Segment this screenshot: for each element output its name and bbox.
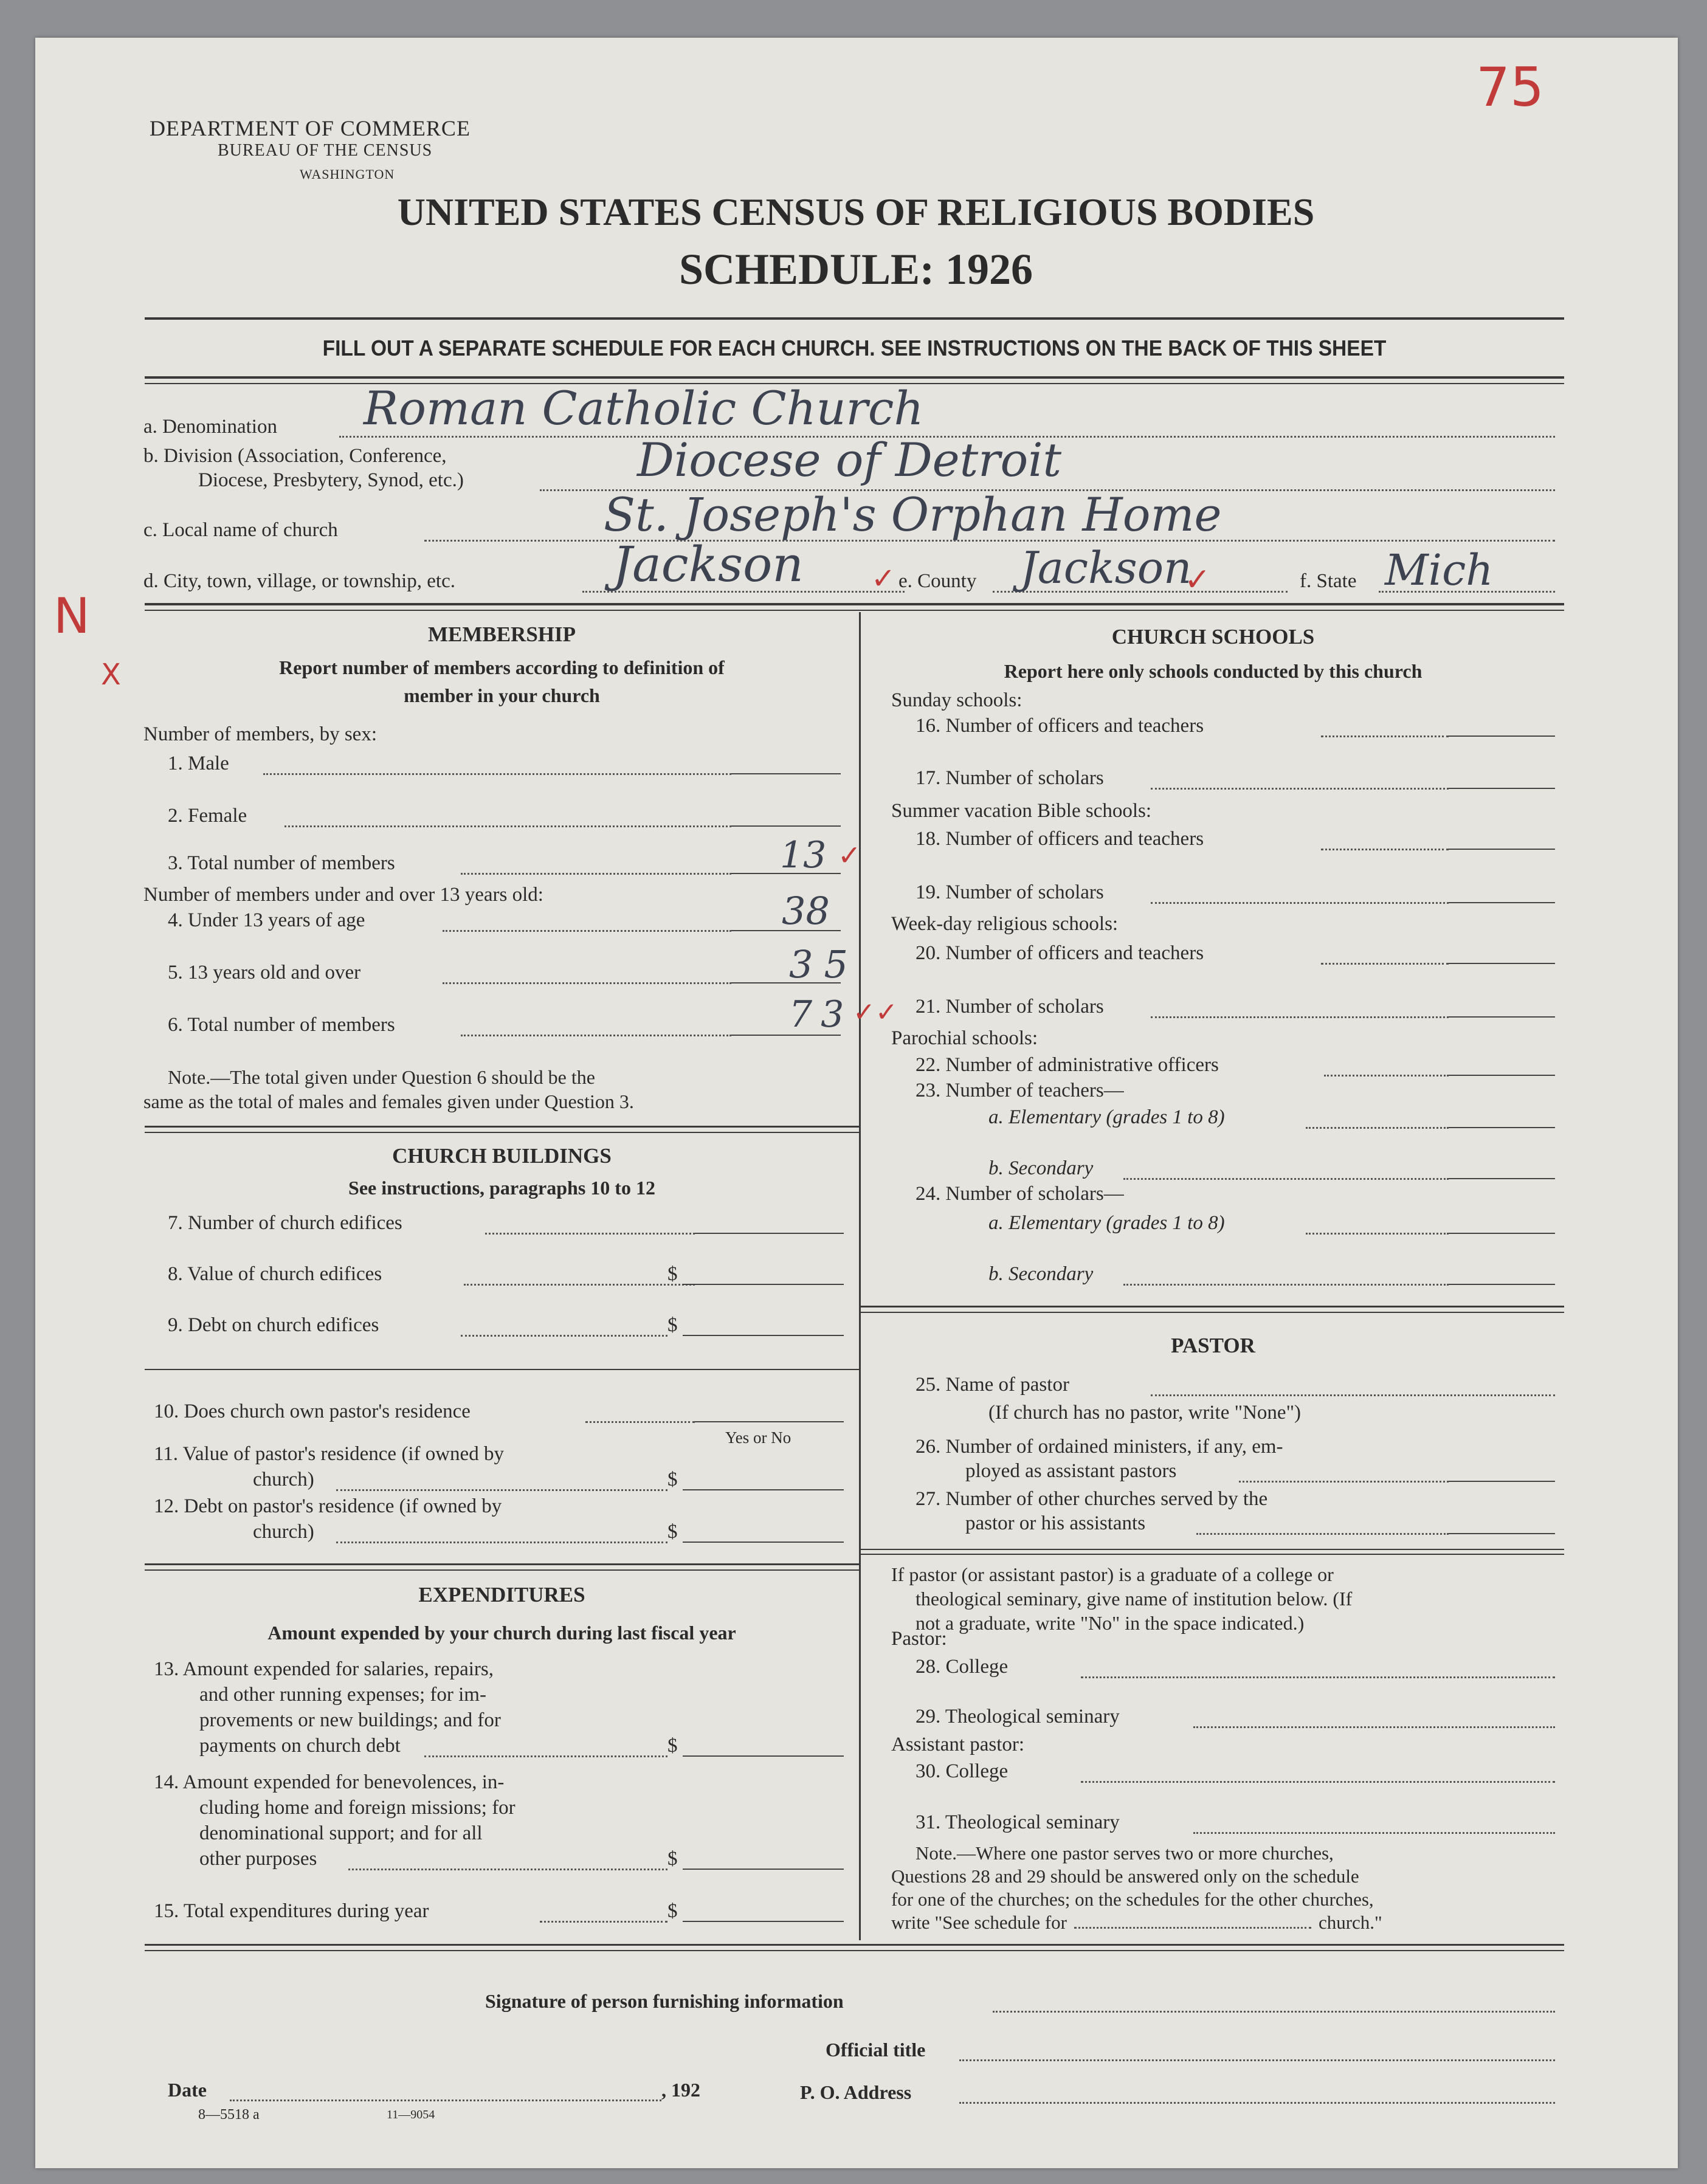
q18-label: 18. Number of officers and teachers xyxy=(916,828,1204,850)
q24-label: 24. Number of scholars— xyxy=(916,1183,1124,1205)
q6-total-label: 6. Total number of members xyxy=(168,1014,395,1036)
state-label: f. State xyxy=(1300,570,1357,592)
local-name-label: c. Local name of church xyxy=(143,519,338,541)
city-label: WASHINGTON xyxy=(300,167,395,182)
official-title-field[interactable] xyxy=(959,2059,1555,2061)
parochial-schools-label: Parochial schools: xyxy=(891,1027,1038,1049)
q6-total-value[interactable]: 73 xyxy=(789,993,853,1036)
census-schedule-sheet xyxy=(35,38,1678,2168)
divider xyxy=(861,1554,1564,1555)
q2-female-field[interactable] xyxy=(731,825,841,827)
year-label: , 192 xyxy=(661,2079,700,2101)
q14-label-continued: other purposes xyxy=(199,1848,317,1870)
q13-label-continued: and other running expenses; for im- xyxy=(199,1684,486,1706)
graduate-instruction-line: theological seminary, give name of institution below. (If xyxy=(916,1588,1353,1610)
membership-intro: Report number of members according to definition of xyxy=(279,656,725,678)
dot-leader xyxy=(461,873,731,875)
division-label: b. Division (Association, Conference, xyxy=(143,445,447,467)
q13-label-continued: provements or new buildings; and for xyxy=(199,1709,501,1731)
pastor-note-line: Note.—Where one pastor serves two or more churches, xyxy=(916,1842,1334,1864)
pastor-note xyxy=(891,1842,1560,1934)
date-field[interactable] xyxy=(230,2100,661,2101)
dot-leader xyxy=(585,1421,695,1423)
dot-leader xyxy=(1321,735,1449,737)
dollar-sign: $ xyxy=(667,1848,678,1870)
state-value[interactable]: Mich xyxy=(1385,545,1494,595)
q14-label-continued: cluding home and foreign missions; for xyxy=(199,1797,516,1819)
column-divider xyxy=(859,612,861,1940)
q5-13-and-over-value[interactable]: 35 xyxy=(789,942,859,987)
divider xyxy=(145,1950,1564,1951)
q12-residence-debt-field[interactable] xyxy=(683,1542,844,1543)
q31-field[interactable] xyxy=(1193,1832,1555,1834)
q21-label: 21. Number of scholars xyxy=(916,996,1104,1018)
divider xyxy=(145,376,1564,379)
expenditures-intro: Amount expended by your church during last fiscal year xyxy=(267,1622,736,1644)
dot-leader xyxy=(1123,1284,1449,1286)
q12-residence-debt-label-continued: church) xyxy=(253,1521,314,1543)
po-address-field[interactable] xyxy=(959,2102,1555,2104)
dot-leader xyxy=(464,1284,695,1286)
q28-label: 28. College xyxy=(916,1656,1009,1678)
check-mark: ✓ xyxy=(838,839,861,872)
check-mark: ✓ xyxy=(1184,562,1211,598)
membership-intro-continued: member in your church xyxy=(404,684,600,706)
dot-leader xyxy=(1196,1533,1449,1535)
graduate-instructions xyxy=(891,1562,1557,1635)
summer-schools-label: Summer vacation Bible schools: xyxy=(891,800,1152,822)
assistant-pastor-subhead: Assistant pastor: xyxy=(891,1734,1025,1755)
divider xyxy=(861,1549,1564,1550)
church-schools-heading: CHURCH SCHOOLS xyxy=(1111,625,1315,649)
dot-leader xyxy=(443,930,731,932)
q20-label: 20. Number of officers and teachers xyxy=(916,942,1204,964)
q24b-label: b. Secondary xyxy=(988,1263,1094,1285)
q22-label: 22. Number of administrative officers xyxy=(916,1054,1219,1076)
q25-label: 25. Name of pastor xyxy=(916,1374,1069,1396)
graduate-instruction-line: If pastor (or assistant pastor) is a graduate of a college or xyxy=(891,1563,1334,1585)
q20-field[interactable] xyxy=(1449,963,1555,964)
pastor-subhead: Pastor: xyxy=(891,1628,947,1650)
dot-leader xyxy=(1123,1178,1449,1180)
membership-note-line: Note.—The total given under Question 6 should be the xyxy=(168,1066,595,1088)
dot-leader xyxy=(443,982,731,984)
q30-label: 30. College xyxy=(916,1760,1009,1782)
date-label: Date xyxy=(168,2079,207,2101)
q23a-field[interactable] xyxy=(1449,1127,1555,1128)
q11-residence-value-field[interactable] xyxy=(683,1489,844,1490)
q14-benevolences-label: 14. Amount expended for benevolences, in- xyxy=(154,1771,505,1793)
q24a-label: a. Elementary (grades 1 to 8) xyxy=(988,1212,1225,1234)
signature-field[interactable] xyxy=(993,2011,1555,2013)
q11-residence-value-label: 11. Value of pastor's residence (if owned by xyxy=(154,1443,504,1465)
membership-note xyxy=(143,1065,852,1114)
margin-mark-n: N xyxy=(53,588,90,644)
q25-note: (If church has no pastor, write "None") xyxy=(988,1402,1302,1424)
q7-edifices-field[interactable] xyxy=(695,1233,844,1234)
q16-field[interactable] xyxy=(1449,735,1555,737)
church-schools-intro: Report here only schools conducted by this church xyxy=(1004,660,1422,682)
divider xyxy=(145,1563,859,1565)
divider xyxy=(145,1944,1564,1946)
dollar-sign: $ xyxy=(667,1263,678,1285)
dot-leader xyxy=(1239,1481,1449,1483)
q16-label: 16. Number of officers and teachers xyxy=(916,715,1204,737)
membership-heading: MEMBERSHIP xyxy=(427,622,576,646)
dollar-sign: $ xyxy=(667,1469,678,1490)
dot-leader xyxy=(336,1489,667,1491)
q24b-field[interactable] xyxy=(1449,1284,1555,1285)
county-label: e. County xyxy=(898,570,977,592)
dot-leader xyxy=(348,1869,667,1870)
dot-leader xyxy=(1306,1127,1449,1129)
q8-edifices-value-label: 8. Value of church edifices xyxy=(168,1263,382,1285)
q26-field[interactable] xyxy=(1449,1481,1555,1482)
dot-leader xyxy=(1324,1075,1449,1076)
q27-label: 27. Number of other churches served by the xyxy=(916,1488,1268,1510)
q24a-field[interactable] xyxy=(1449,1233,1555,1234)
form-title: UNITED STATES CENSUS OF RELIGIOUS BODIES xyxy=(397,190,1315,233)
divider xyxy=(145,1369,859,1370)
q19-field[interactable] xyxy=(1449,902,1555,903)
department-label: DEPARTMENT OF COMMERCE xyxy=(150,116,471,140)
county-value[interactable]: Jackson xyxy=(1020,542,1192,593)
q9-edifices-debt-label: 9. Debt on church edifices xyxy=(168,1314,379,1336)
q26-label: 26. Number of ordained ministers, if any, em- xyxy=(916,1436,1283,1458)
q23a-label: a. Elementary (grades 1 to 8) xyxy=(988,1106,1225,1128)
dollar-sign: $ xyxy=(667,1314,678,1336)
q13-running-expenses-field[interactable] xyxy=(683,1755,844,1757)
graduate-instruction-line: not a graduate, write "No" in the space indicated.) xyxy=(916,1612,1305,1634)
q10-residence-label: 10. Does church own pastor's residence xyxy=(154,1400,471,1422)
bureau-label: BUREAU OF THE CENSUS xyxy=(218,141,433,160)
divider xyxy=(145,1569,859,1571)
divider xyxy=(861,1306,1564,1307)
pastor-note-line xyxy=(891,1911,1560,1934)
q21-field[interactable] xyxy=(1449,1016,1555,1018)
q30-field[interactable] xyxy=(1081,1781,1555,1783)
yes-no-hint: Yes or No xyxy=(725,1428,791,1447)
q27-label-continued: pastor or his assistants xyxy=(965,1512,1146,1534)
divider xyxy=(861,1312,1564,1313)
church-buildings-heading: CHURCH BUILDINGS xyxy=(392,1144,612,1168)
divider xyxy=(145,1126,859,1128)
q29-label: 29. Theological seminary xyxy=(916,1706,1120,1728)
dollar-sign: $ xyxy=(667,1735,678,1757)
dot-leader xyxy=(424,1755,667,1757)
q26-label-continued: ployed as assistant pastors xyxy=(965,1460,1177,1482)
dot-leader xyxy=(461,1035,731,1036)
q14-label-continued: denominational support; and for all xyxy=(199,1822,483,1844)
pastor-note-text: write "See schedule for xyxy=(891,1912,1067,1933)
divider xyxy=(145,603,1564,605)
official-title-label: Official title xyxy=(826,2039,926,2061)
q8-edifices-value-field[interactable] xyxy=(683,1284,844,1285)
divider xyxy=(145,610,1564,611)
dot-leader xyxy=(336,1542,667,1543)
q19-label: 19. Number of scholars xyxy=(916,881,1104,903)
margin-mark-x: X xyxy=(101,658,121,692)
q10-residence-field[interactable] xyxy=(695,1421,844,1422)
pastor-note-text: church." xyxy=(1318,1912,1382,1933)
church-buildings-intro: See instructions, paragraphs 10 to 12 xyxy=(348,1177,655,1199)
q13-running-expenses-label: 13. Amount expended for salaries, repairs, xyxy=(154,1658,494,1680)
q5-13-and-over-label: 5. 13 years old and over xyxy=(168,962,361,983)
weekday-schools-label: Week-day religious schools: xyxy=(891,913,1119,935)
q17-label: 17. Number of scholars xyxy=(916,767,1104,789)
dot-leader xyxy=(1151,902,1449,904)
q31-label: 31. Theological seminary xyxy=(916,1811,1120,1833)
q22-field[interactable] xyxy=(1449,1075,1555,1076)
q23-label: 23. Number of teachers— xyxy=(916,1080,1124,1101)
dot-leader xyxy=(284,825,731,827)
q1-male-field[interactable] xyxy=(731,773,841,774)
denomination-value[interactable]: Roman Catholic Church xyxy=(364,381,924,435)
q4-under-13-value[interactable]: 38 xyxy=(782,889,830,933)
po-address-label: P. O. Address xyxy=(800,2081,912,2103)
q1-male-label: 1. Male xyxy=(168,753,229,774)
dot-leader xyxy=(1151,1016,1449,1018)
q28-field[interactable] xyxy=(1081,1676,1555,1678)
expenditures-heading: EXPENDITURES xyxy=(418,1583,585,1607)
dot-leader xyxy=(263,773,731,775)
divider xyxy=(145,317,1564,320)
print-number: 11—9054 xyxy=(387,2108,435,2121)
dot-leader xyxy=(1321,849,1449,850)
q23b-field[interactable] xyxy=(1449,1178,1555,1179)
q29-field[interactable] xyxy=(1193,1726,1555,1728)
see-schedule-field[interactable] xyxy=(1074,1927,1311,1929)
q25-field[interactable] xyxy=(1151,1394,1555,1396)
q15-total-expenditures-field[interactable] xyxy=(683,1921,844,1922)
pastor-heading: PASTOR xyxy=(1171,1334,1255,1357)
dot-leader xyxy=(1321,963,1449,965)
division-label-continued: Diocese, Presbytery, Synod, etc.) xyxy=(198,469,464,491)
pastor-note-line: Questions 28 and 29 should be answered only on the schedule xyxy=(891,1865,1359,1887)
q27-field[interactable] xyxy=(1449,1533,1555,1534)
local-name-value[interactable]: St. Joseph's Orphan Home xyxy=(604,487,1222,542)
instruction-banner: FILL OUT A SEPARATE SCHEDULE FOR EACH CHURCH. SEE INSTRUCTIONS ON THE BACK OF THIS SHEET xyxy=(322,336,1387,360)
sunday-schools-label: Sunday schools: xyxy=(891,689,1022,711)
form-number: 8—5518 a xyxy=(198,2107,260,2123)
q11-residence-value-label-continued: church) xyxy=(253,1469,314,1490)
members-by-sex-label: Number of members, by sex: xyxy=(143,723,377,745)
q14-benevolences-field[interactable] xyxy=(683,1869,844,1870)
dot-leader xyxy=(485,1233,695,1235)
division-value[interactable]: Diocese of Detroit xyxy=(637,433,1062,487)
q3-total-value[interactable]: 13 xyxy=(780,834,827,877)
q2-female-label: 2. Female xyxy=(168,805,247,827)
q13-label-continued: payments on church debt xyxy=(199,1735,401,1757)
dot-leader xyxy=(1151,788,1449,790)
dot-leader xyxy=(1306,1233,1449,1235)
members-by-age-label: Number of members under and over 13 years old: xyxy=(143,884,543,906)
dot-leader xyxy=(461,1335,667,1337)
check-mark: ✓ xyxy=(871,562,896,596)
check-mark: ✓✓ xyxy=(853,997,898,1028)
q18-field[interactable] xyxy=(1449,849,1555,850)
q23b-label: b. Secondary xyxy=(988,1157,1094,1179)
q7-edifices-label: 7. Number of church edifices xyxy=(168,1212,402,1234)
denomination-label: a. Denomination xyxy=(143,416,277,438)
q9-edifices-debt-field[interactable] xyxy=(683,1335,844,1336)
q12-residence-debt-label: 12. Debt on pastor's residence (if owned by xyxy=(154,1495,502,1517)
dot-leader xyxy=(540,1921,667,1923)
city-town-label: d. City, town, village, or township, etc. xyxy=(143,570,455,592)
q15-total-expenditures-label: 15. Total expenditures during year xyxy=(154,1900,429,1922)
dollar-sign: $ xyxy=(667,1900,678,1922)
q4-under-13-label: 4. Under 13 years of age xyxy=(168,909,365,931)
membership-note-line: same as the total of males and females given under Question 3. xyxy=(143,1090,634,1112)
q17-field[interactable] xyxy=(1449,788,1555,789)
divider xyxy=(145,1132,859,1133)
q3-total-label: 3. Total number of members xyxy=(168,852,395,874)
pastor-note-line: for one of the churches; on the schedules for the other churches, xyxy=(891,1889,1374,1910)
dollar-sign: $ xyxy=(667,1521,678,1543)
page-number-annotation: 75 xyxy=(1476,56,1544,119)
signature-label: Signature of person furnishing information xyxy=(485,1990,844,2012)
form-subtitle: SCHEDULE: 1926 xyxy=(678,245,1033,294)
city-value[interactable]: Jackson xyxy=(613,536,804,593)
